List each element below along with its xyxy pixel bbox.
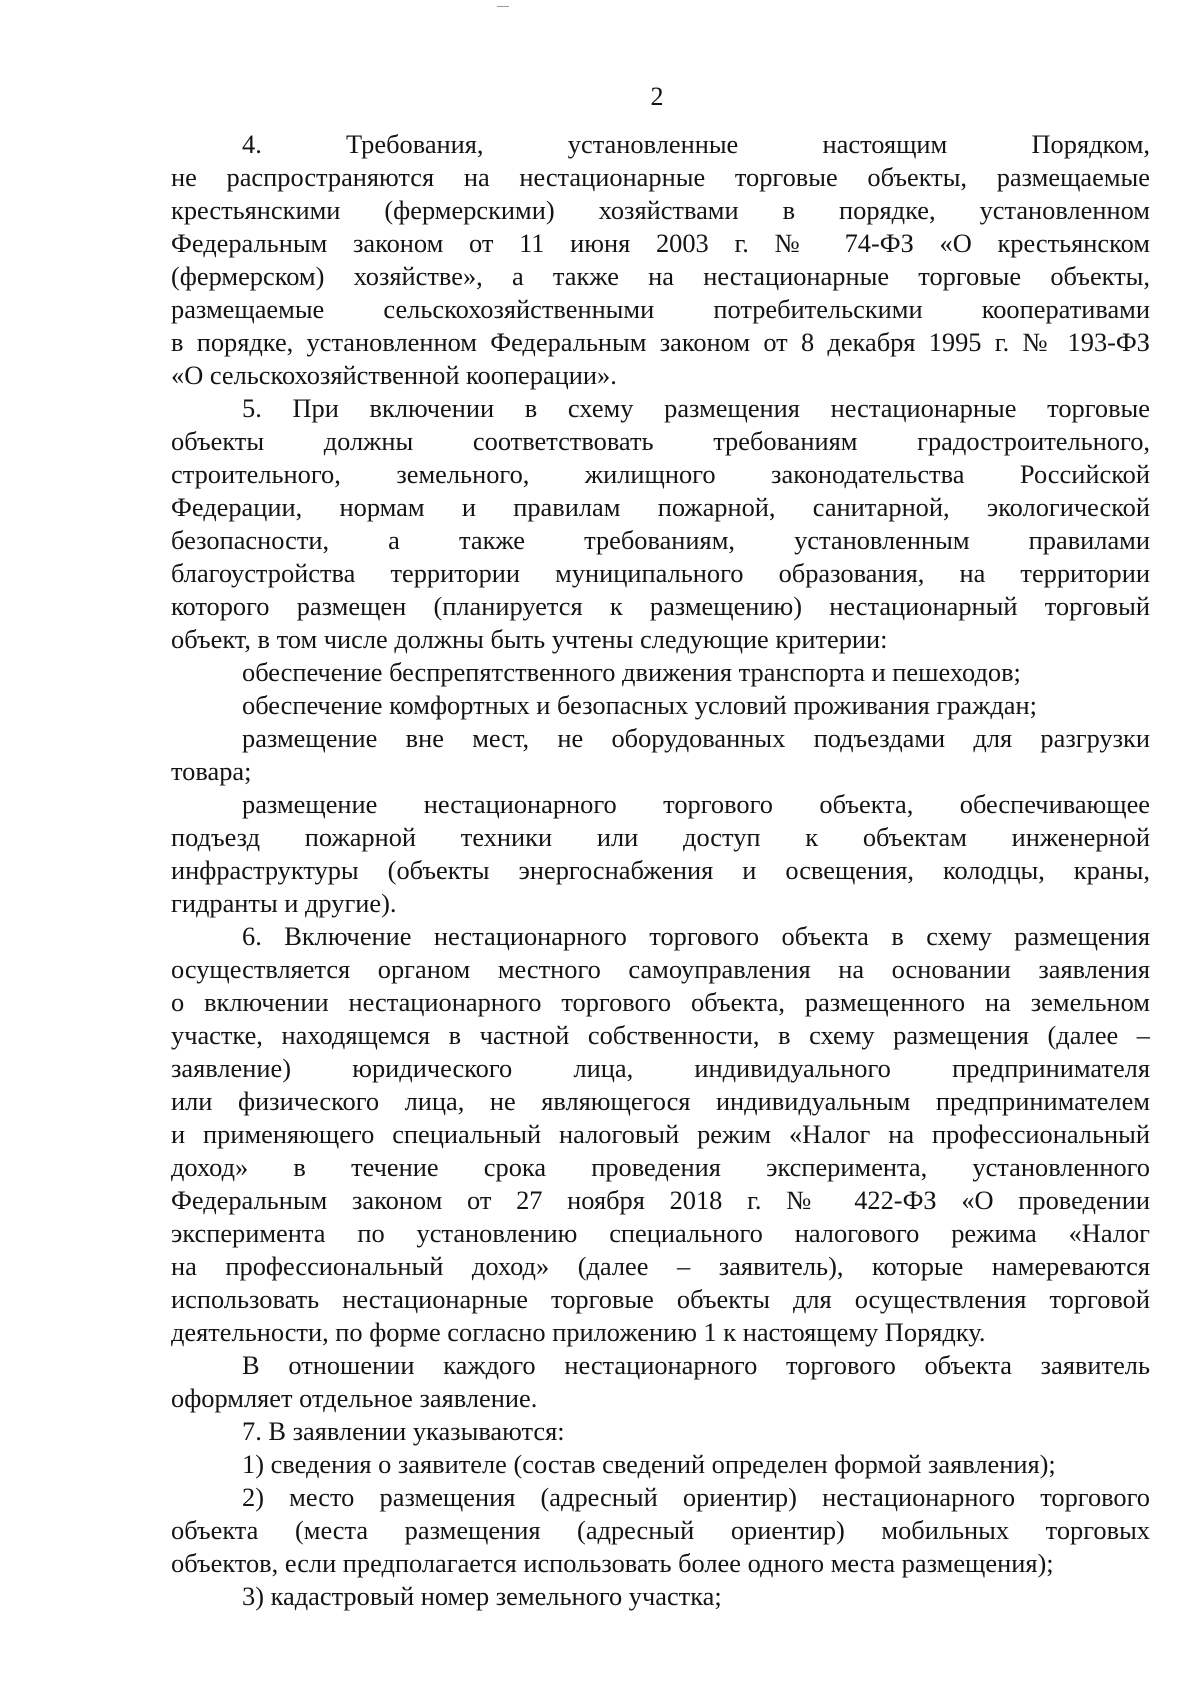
text-line: и применяющего специальный налоговый режим «Налог на профессиональный — [171, 1119, 1150, 1149]
text-line: 3) кадастровый номер земельного участка; — [242, 1581, 722, 1611]
text-line: осуществляется органом местного самоуправления на основании заявления — [171, 954, 1150, 984]
text-line: 2) место размещения (адресный ориентир) нестационарного торгового — [242, 1482, 1150, 1512]
text-line: участке, находящемся в частной собственности, в схему размещения (далее – — [171, 1020, 1150, 1050]
text-line: эксперимента по установлению специального налогового режима «Налог — [171, 1218, 1150, 1248]
paragraph-p4 — [171, 128, 1150, 392]
text-line: размещение нестационарного торгового объекта, обеспечивающее — [242, 789, 1150, 819]
text-line: Федерации, нормам и правилам пожарной, санитарной, экологической — [171, 492, 1150, 522]
text-line: 5. При включении в схему размещения нестационарные торговые — [242, 393, 1150, 423]
text-line: Федеральным законом от 27 ноября 2018 г. № 422-ФЗ «О проведении — [171, 1185, 1150, 1215]
text-line: объекты должны соответствовать требованиям градостроительного, — [171, 426, 1150, 456]
paragraph-p7-3 — [171, 1580, 1150, 1613]
text-line: товара; — [171, 756, 252, 786]
text-line: обеспечение беспрепятственного движения транспорта и пешеходов; — [242, 657, 1021, 687]
text-line: объектов, если предполагается использовать более одного места размещения); — [171, 1548, 1054, 1578]
text-line: о включении нестационарного торгового объекта, размещенного на земельном — [171, 987, 1150, 1017]
text-line: размещаемые сельскохозяйственными потребительскими кооперативами — [171, 294, 1150, 324]
text-line: заявление) юридического лица, индивидуального предпринимателя — [171, 1053, 1150, 1083]
text-line: крестьянскими (фермерскими) хозяйствами в порядке, установленном — [171, 195, 1150, 225]
text-line: Федеральным законом от 11 июня 2003 г. № 74-ФЗ «О крестьянском — [171, 228, 1150, 258]
paragraph-p5-c2 — [171, 689, 1150, 722]
text-line: деятельности, по форме согласно приложению 1 к настоящему Порядку. — [171, 1317, 986, 1347]
text-line: использовать нестационарные торговые объекты для осуществления торговой — [171, 1284, 1150, 1314]
paragraph-p5 — [171, 392, 1150, 656]
text-line: подъезд пожарной техники или доступ к объектам инженерной — [171, 822, 1150, 852]
text-line: (фермерском) хозяйстве», а также на нестационарные торговые объекты, — [171, 261, 1150, 291]
text-line: 7. В заявлении указываются: — [242, 1416, 565, 1446]
paragraph-p5-c1 — [171, 656, 1150, 689]
text-line: 4. Требования, установленные настоящим Порядком, — [242, 129, 1150, 159]
page-number: 2 — [650, 82, 664, 111]
text-line: которого размещен (планируется к размещению) нестационарный торговый — [171, 591, 1150, 621]
text-line: в порядке, установленном Федеральным законом от 8 декабря 1995 г. № 193-ФЗ — [171, 327, 1150, 357]
paragraph-p6 — [171, 920, 1150, 1349]
document-body — [171, 128, 1150, 1613]
paragraph-p5-c4 — [171, 788, 1150, 920]
text-line: объект, в том числе должны быть учтены следующие критерии: — [171, 624, 888, 654]
text-line: 1) сведения о заявителе (состав сведений определен формой заявления); — [242, 1449, 1056, 1479]
text-line: размещение вне мест, не оборудованных подъездами для разгрузки — [242, 723, 1150, 753]
text-line: не распространяются на нестационарные торговые объекты, размещаемые — [171, 162, 1150, 192]
text-line: объекта (места размещения (адресный ориентир) мобильных торговых — [171, 1515, 1150, 1545]
text-line: гидранты и другие). — [171, 888, 397, 918]
text-line: строительного, земельного, жилищного законодательства Российской — [171, 459, 1150, 489]
text-line: или физического лица, не являющегося индивидуальным предпринимателем — [171, 1086, 1150, 1116]
text-line: безопасности, а также требованиям, установленным правилами — [171, 525, 1150, 555]
text-line: инфраструктуры (объекты энергоснабжения и освещения, колодцы, краны, — [171, 855, 1150, 885]
text-line: на профессиональный доход» (далее – заявитель), которые намереваются — [171, 1251, 1150, 1281]
paragraph-p7-1 — [171, 1448, 1150, 1481]
text-line: В отношении каждого нестационарного торгового объекта заявитель — [242, 1350, 1150, 1380]
text-line: 6. Включение нестационарного торгового объекта в схему размещения — [242, 921, 1150, 951]
paragraph-p7-2 — [171, 1481, 1150, 1580]
scan-artifact-mark — [497, 6, 509, 7]
text-line: обеспечение комфортных и безопасных условий проживания граждан; — [242, 690, 1037, 720]
text-line: доход» в течение срока проведения эксперимента, установленного — [171, 1152, 1150, 1182]
paragraph-p5-c3 — [171, 722, 1150, 788]
paragraph-p7 — [171, 1415, 1150, 1448]
paragraph-p6-b — [171, 1349, 1150, 1415]
text-line: благоустройства территории муниципального образования, на территории — [171, 558, 1150, 588]
text-line: «О сельскохозяйственной кооперации». — [171, 360, 617, 390]
text-line: оформляет отдельное заявление. — [171, 1383, 538, 1413]
